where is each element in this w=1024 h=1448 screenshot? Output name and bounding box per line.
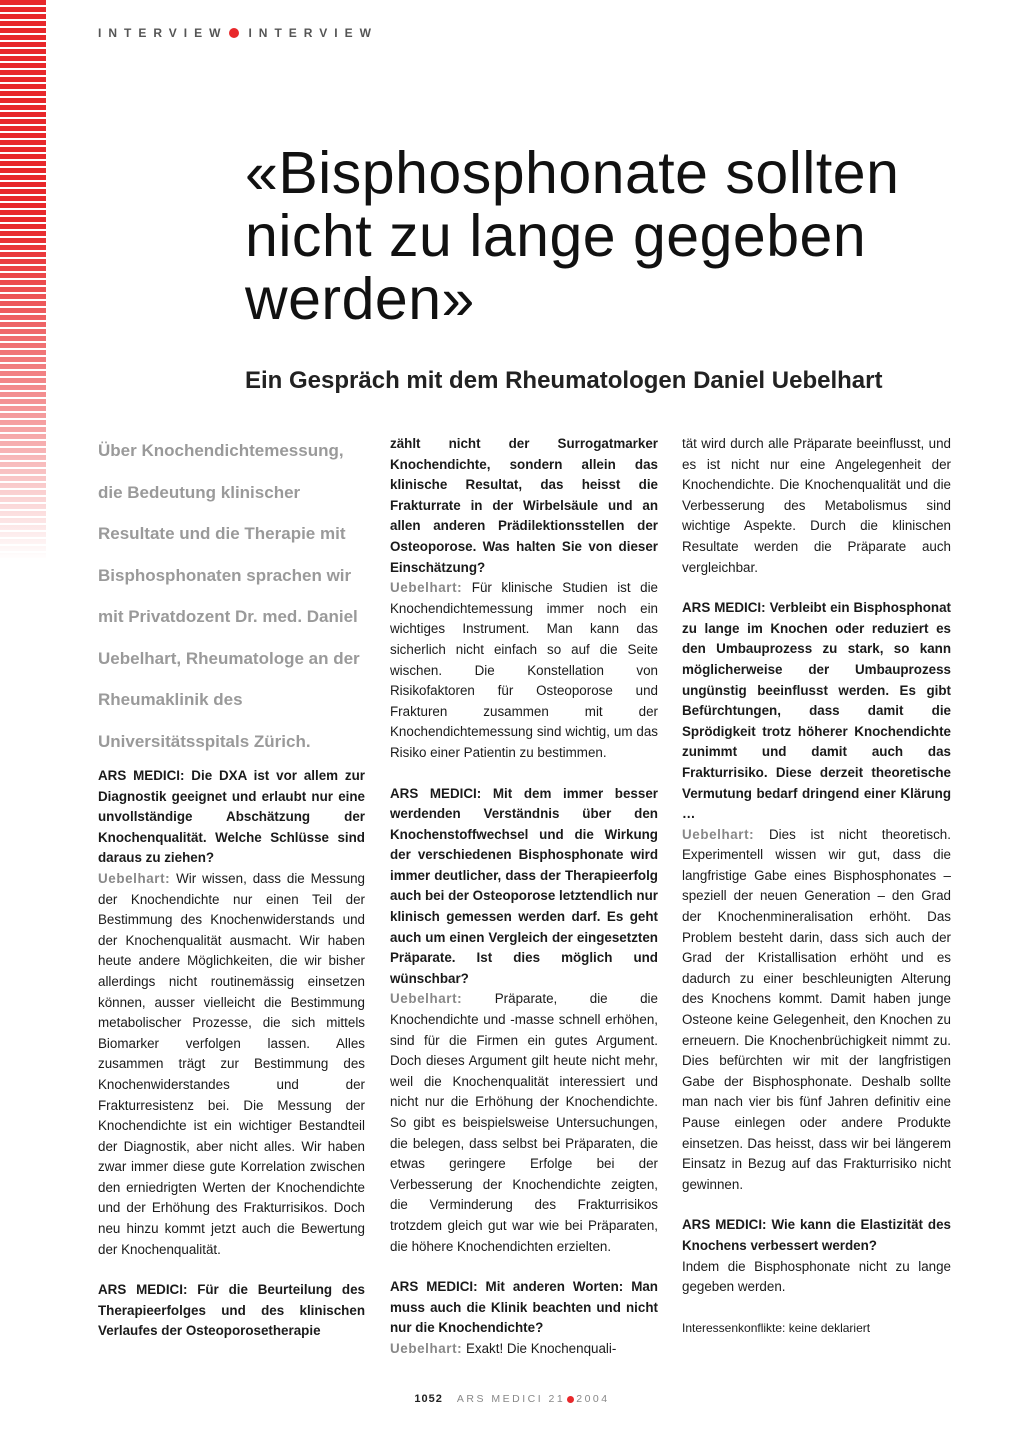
answer-2 bbox=[390, 578, 658, 763]
answer-6: Indem die Bisphosphonate nicht zu lange gegeben werden. bbox=[682, 1258, 951, 1295]
red-dot-icon bbox=[229, 28, 239, 38]
column-1 bbox=[98, 766, 365, 1342]
conflicts-note: Interessenkonflikte: keine deklariert bbox=[682, 1320, 871, 1335]
page-footer bbox=[0, 1393, 1024, 1405]
question-5: ARS MEDICI: Verbleibt ein Bisphosphonat zu lange im Knochen oder reduziert es den Umbauprozess zu stark, so kann möglicherweise der Umbauprozess ungünstig beeinflusst werden. Es gibt Befürchtungen, dass damit die Sprödigkeit trotz höherer Knochendichte zunimmt und damit auch das Frakturrisiko. Diese derzeit theoretische Vermutung bedarf dringend einer Klärung … bbox=[682, 600, 951, 822]
answer-1-text: Wir wissen, dass die Messung der Knochendichte nur einen Teil der Bestimmung des Knochenwiderstands und der Knochenqualität ausmacht. Wir haben heute andere Möglichkeiten, die wir bisher allerdings nicht routinemässig einsetzen können, ausser vielleicht die Bestimmung metabolischer Prozesse, die sich mittels Biomarker verfolgen lassen. Alles zusammen trägt zur Bestimmung des Knochenwiderstandes und der Frakturresistenz bei. Die Messung der Knochendichte ist ein wichtiger Bestandteil der Diagnostik, aber nicht alles. Wir haben zwar immer diese gute Korrelation zwischen den erniedrigten Werten der Knochendichte und der Erhöhung des Frakturrisikos. Doch neu hinzu kommt jetzt auch die Bewertung der Knochenqualität. bbox=[98, 870, 365, 1257]
section-label-right: INTERVIEW bbox=[248, 26, 378, 40]
page-number: 1052 bbox=[414, 1393, 443, 1405]
section-label bbox=[98, 26, 378, 40]
answer-4-part2: tät wird durch alle Präparate beeinflusst, und es ist nicht nur eine Angelegenheit der Knochendichte. Die Knochenqualität und die Verbesserung des Metabolismus sind wichtige Aspekte. Durch die klinischen Resultate werden die Präparate auch vergleichbar. bbox=[682, 436, 951, 575]
column-2 bbox=[390, 434, 658, 1360]
article-title: «Bisphosphonate sollten nicht zu lange gegeben werden» bbox=[245, 140, 900, 332]
article-lead: Über Knochendichtemessung, die Bedeutung klinischer Resultate und die Therapie mit Bisphosphonaten sprachen wir mit Privatdozent Dr. med. Daniel Uebelhart, Rheumatologe an der Rheumaklinik des Universitätsspitals Zürich. bbox=[98, 441, 360, 751]
speaker-label: Uebelhart: bbox=[390, 1340, 463, 1356]
answer-4-part1 bbox=[390, 1339, 658, 1360]
answer-5 bbox=[682, 825, 951, 1196]
red-stripe-decoration bbox=[0, 0, 46, 560]
question-3: ARS MEDICI: Mit dem immer besser werdenden Verständnis über den Knochenstoffwechsel und die Wirkung der verschiedenen Bisphosphonate wird immer deutlicher, dass der Therapieerfolg auch bei der Osteoporose letztendlich nur klinisch gemessen werden darf. Es geht auch um einen Vergleich der eingesetzten Präparate. Ist dies möglich und wünschbar? bbox=[390, 785, 658, 986]
journal-year: 2004 bbox=[576, 1393, 610, 1405]
speaker-label: Uebelhart: bbox=[390, 580, 463, 596]
answer-2-text: Für klinische Studien ist die Knochendichtemessung immer noch ein wichtiges Instrument. Man kann das sicherlich nicht einfach so auf die Seite wischen. Die Konstellation von Risikofaktoren für Osteoporose und Frakturen zusammen mit der Knochendichtemessung sind wichtig, um das Risiko einer Patientin zu bestimmen. bbox=[390, 580, 658, 760]
answer-5-text: Dies ist nicht theoretisch. Experimentell wissen wir gut, dass die langfristige Gabe eines Bisphosphonates – speziell der neuen Generation – den Grad der Knochenmineralisation erhöht. Das Problem besteht darin, dass sich auch der Grad der Kristallisation erhöht und es dadurch zu einer beschleunigten Alterung des Knochens kommt. Damit haben junge Osteone keine Gelegenheit, den Knochen zu erneuern. Die Knochenbrüchigkeit nimmt zu. Dies befürchten wir mit der langfristigen Gabe der Bisphosphonate. Deshalb sollte man nach vier bis fünf Jahren definitiv eine Pause einlegen oder andere Produkte einsetzen. Das heisst, dass wir bei längerem Einsatz in Bezug auf das Frakturrisiko nicht gewinnen. bbox=[682, 826, 951, 1192]
article-subtitle: Ein Gespräch mit dem Rheumatologen Daniel Uebelhart bbox=[245, 367, 883, 394]
speaker-label: Uebelhart: bbox=[98, 870, 171, 886]
question-4: ARS MEDICI: Mit anderen Worten: Man muss auch die Klinik beachten und nicht nur die Knochendichte? bbox=[390, 1279, 658, 1336]
red-dot-icon bbox=[567, 1396, 574, 1403]
question-2-part1: ARS MEDICI: Für die Beurteilung des Therapieerfolges und des klinischen Verlaufes der Osteoporosetherapie bbox=[98, 1282, 365, 1339]
speaker-label: Uebelhart: bbox=[390, 991, 463, 1007]
answer-3 bbox=[390, 989, 658, 1257]
answer-1 bbox=[98, 869, 365, 1260]
question-2-part2: zählt nicht der Surrogatmarker Knochendichte, sondern allein das klinische Resultat, das heisst die Frakturrate in der Wirbelsäule und an allen anderen Prädilektionsstellen der Osteoporose. Was halten Sie von dieser Einschätzung? bbox=[390, 436, 658, 575]
column-3 bbox=[682, 434, 951, 1338]
answer-3-text: Präparate, die die Knochendichte und -masse schnell erhöhen, sind für die Firmen ein gutes Argument. Doch dieses Argument gilt heute nicht mehr, weil die Knochenqualität interessiert und nicht nur die Erhöhung der Knochendichte. So gibt es beispielsweise Untersuchungen, die belegen, dass selbst bei Präparaten, die etwas geringere Erfolge bei der Verbesserung der Knochendichte zeigten, die Verminderung des Frakturrisikos trotzdem gleich gut war wie bei Präparaten, die höhere Knochendichten erzielten. bbox=[390, 991, 658, 1254]
journal-name: ARS MEDICI 21 bbox=[456, 1393, 566, 1405]
answer-4-text-part1: Exakt! Die Knochenquali- bbox=[465, 1340, 617, 1356]
speaker-label: Uebelhart: bbox=[682, 826, 755, 842]
question-6: ARS MEDICI: Wie kann die Elastizität des Knochens verbessert werden? bbox=[682, 1217, 951, 1253]
section-label-left: INTERVIEW bbox=[98, 26, 228, 40]
question-1: ARS MEDICI: Die DXA ist vor allem zur Diagnostik geeignet und erlaubt nur eine unvollständige Abschätzung der Knochenqualität. Welche Schlüsse sind daraus zu ziehen? bbox=[98, 768, 365, 866]
